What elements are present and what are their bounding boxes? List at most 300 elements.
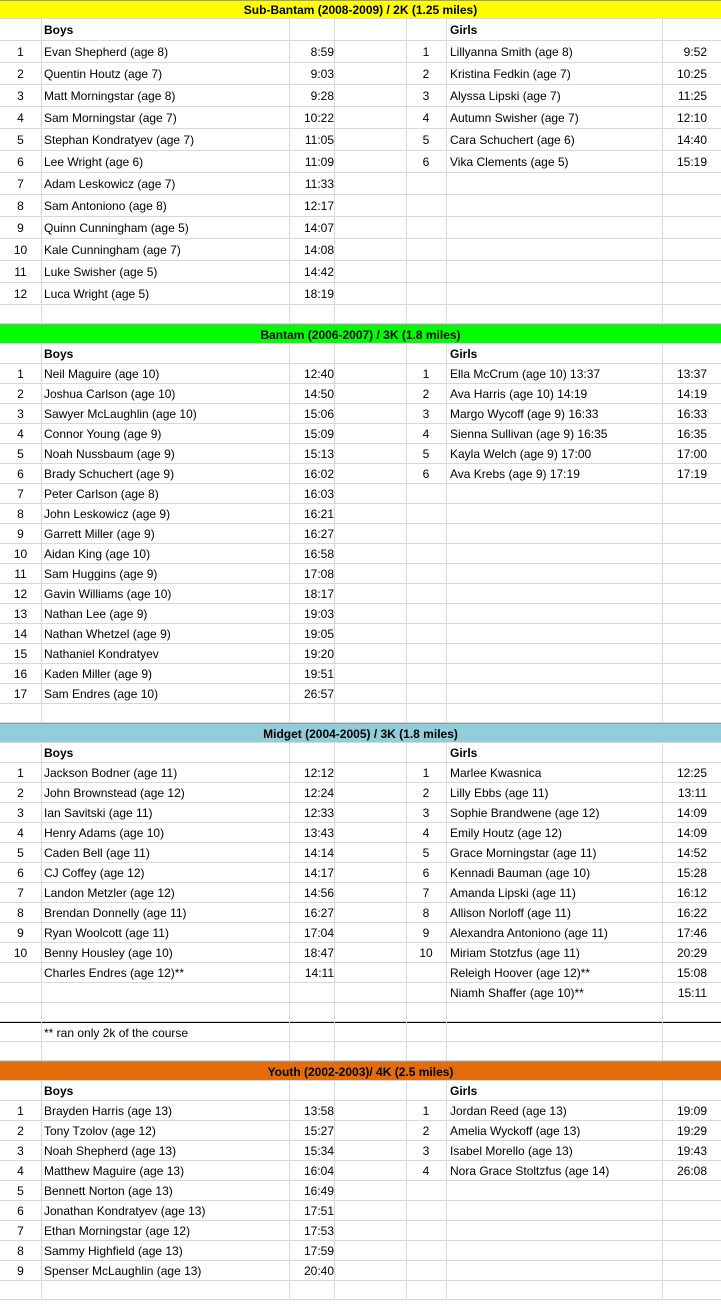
- boys-place[interactable]: 1: [17, 766, 24, 780]
- table-row: [0, 217, 721, 239]
- girls-runner[interactable]: Kennadi Bauman (age 10): [450, 866, 591, 880]
- boys-runner[interactable]: Nathan Whetzel (age 9): [44, 627, 171, 641]
- boys-place[interactable]: 5: [17, 1184, 24, 1198]
- boys-time[interactable]: 14:14: [303, 846, 334, 860]
- boys-place[interactable]: 10: [13, 243, 28, 257]
- girls-time[interactable]: 14:09: [676, 826, 707, 840]
- boys-time[interactable]: 16:02: [303, 467, 334, 481]
- girls-runner[interactable]: Vika Clements (age 5): [450, 155, 569, 169]
- table-row: [0, 151, 721, 173]
- table-row: [0, 85, 721, 107]
- boys-place[interactable]: 8: [17, 199, 24, 213]
- boys-runner[interactable]: Peter Carlson (age 8): [44, 487, 159, 501]
- girls-place[interactable]: 4: [422, 1164, 430, 1178]
- gridline: [446, 19, 447, 324]
- girls-place[interactable]: 6: [422, 866, 430, 880]
- boys-place[interactable]: 6: [17, 467, 24, 481]
- gridline: [289, 344, 290, 723]
- boys-time[interactable]: 19:05: [303, 627, 334, 641]
- boys-place[interactable]: 7: [17, 1224, 24, 1238]
- boys-time[interactable]: 18:17: [303, 587, 334, 601]
- boys-time[interactable]: 10:22: [303, 111, 334, 125]
- boys-time[interactable]: 12:40: [303, 367, 334, 381]
- girls-time[interactable]: 17:19: [676, 467, 707, 481]
- girls-place[interactable]: 2: [422, 786, 430, 800]
- boys-place[interactable]: 7: [17, 487, 24, 501]
- boys-place[interactable]: 7: [17, 886, 24, 900]
- blank-row: [0, 305, 721, 324]
- table-row: [0, 195, 721, 217]
- girls-heading: Girls: [450, 347, 478, 361]
- girls-place[interactable]: [406, 963, 446, 982]
- girls-place[interactable]: 8: [422, 906, 430, 920]
- girls-time[interactable]: 14:19: [676, 387, 707, 401]
- gridline: [41, 743, 42, 1061]
- girls-runner[interactable]: Nora Grace Stoltzfus (age 14): [450, 1164, 610, 1178]
- table-row: [0, 1221, 721, 1241]
- boys-time[interactable]: 17:08: [303, 567, 334, 581]
- boys-place[interactable]: 15: [13, 647, 28, 661]
- table-row: [0, 484, 721, 504]
- girls-runner[interactable]: Ella McCrum (age 10) 13:37: [450, 367, 601, 381]
- girls-place[interactable]: 5: [422, 447, 430, 461]
- boys-place[interactable]: 6: [17, 866, 24, 880]
- boys-runner[interactable]: Benny Housley (age 10): [44, 946, 173, 960]
- boys-place[interactable]: 2: [17, 1124, 24, 1138]
- boys-time[interactable]: 12:17: [303, 199, 334, 213]
- boys-time[interactable]: 12:24: [303, 786, 334, 800]
- table-row: [0, 524, 721, 544]
- column-heading-row: [0, 344, 721, 364]
- gridline: [446, 344, 447, 723]
- girls-time[interactable]: 9:52: [683, 45, 707, 59]
- table-row: [0, 1241, 721, 1261]
- girls-runner[interactable]: Isabel Morello (age 13): [450, 1144, 573, 1158]
- girls-time[interactable]: 15:19: [676, 155, 707, 169]
- boys-runner[interactable]: Gavin Williams (age 10): [44, 587, 172, 601]
- table-row: [0, 261, 721, 283]
- boys-place[interactable]: 14: [13, 627, 28, 641]
- boys-place[interactable]: 12: [13, 287, 28, 301]
- boys-runner[interactable]: Jonathan Kondratyev (age 13): [44, 1204, 206, 1218]
- boys-runner[interactable]: Landon Metzler (age 12): [44, 886, 175, 900]
- table-row: [0, 129, 721, 151]
- gridline: [406, 743, 407, 1061]
- girls-runner[interactable]: Autumn Swisher (age 7): [450, 111, 579, 125]
- boys-time[interactable]: 13:58: [303, 1104, 334, 1118]
- gridline: [662, 743, 663, 1061]
- girls-place[interactable]: 1: [422, 1104, 430, 1118]
- gridline: [662, 19, 663, 324]
- table-row: [0, 803, 721, 823]
- girls-runner[interactable]: Emily Houtz (age 12): [450, 826, 563, 840]
- table-row: [0, 1161, 721, 1181]
- boys-place[interactable]: 5: [17, 846, 24, 860]
- girls-time[interactable]: 16:22: [676, 906, 707, 920]
- girls-time[interactable]: 17:00: [676, 447, 707, 461]
- gridline: [334, 19, 335, 324]
- boys-time[interactable]: 13:43: [303, 826, 334, 840]
- table-row: [0, 943, 721, 963]
- boys-runner[interactable]: Spenser McLaughlin (age 13): [44, 1264, 202, 1278]
- girls-place[interactable]: 4: [422, 111, 430, 125]
- boys-runner[interactable]: Henry Adams (age 10): [44, 826, 165, 840]
- boys-time[interactable]: 19:20: [303, 647, 334, 661]
- girls-runner[interactable]: Miriam Stotzfus (age 11): [450, 946, 580, 960]
- section-header: [0, 1061, 721, 1081]
- boys-runner[interactable]: Neil Maguire (age 10): [44, 367, 160, 381]
- boys-runner[interactable]: Sammy Highfield (age 13): [44, 1244, 183, 1258]
- girls-runner[interactable]: Sienna Sullivan (age 9) 16:35: [450, 427, 608, 441]
- boys-time[interactable]: 15:27: [303, 1124, 334, 1138]
- table-row: [0, 763, 721, 783]
- boys-place[interactable]: 4: [17, 1164, 24, 1178]
- boys-runner[interactable]: Brady Schuchert (age 9): [44, 467, 175, 481]
- girls-place[interactable]: [406, 983, 446, 1002]
- girls-place[interactable]: 6: [422, 155, 430, 169]
- boys-time[interactable]: 18:19: [303, 287, 334, 301]
- boys-time[interactable]: 16:49: [303, 1184, 334, 1198]
- boys-time[interactable]: 17:51: [303, 1204, 334, 1218]
- table-row: [0, 384, 721, 404]
- girls-time[interactable]: 16:33: [676, 407, 707, 421]
- boys-place[interactable]: 9: [17, 221, 24, 235]
- gridline: [41, 344, 42, 723]
- boys-runner[interactable]: Charles Endres (age 12)**: [44, 966, 185, 980]
- girls-time[interactable]: 12:25: [676, 766, 707, 780]
- boys-time[interactable]: 16:27: [303, 906, 334, 920]
- boys-runner[interactable]: Sam Morningstar (age 7): [44, 111, 177, 125]
- boys-place[interactable]: 17: [13, 687, 28, 701]
- girls-runner[interactable]: Ava Harris (age 10) 14:19: [450, 387, 588, 401]
- girls-time[interactable]: 14:40: [676, 133, 707, 147]
- boys-place[interactable]: 5: [17, 133, 24, 147]
- girls-runner[interactable]: Kristina Fedkin (age 7): [450, 67, 571, 81]
- table-row: [0, 41, 721, 63]
- table-row: [0, 863, 721, 883]
- boys-time[interactable]: 15:34: [303, 1144, 334, 1158]
- girls-runner[interactable]: Margo Wycoff (age 9) 16:33: [450, 407, 599, 421]
- boys-runner[interactable]: Bennett Norton (age 13): [44, 1184, 173, 1198]
- boys-place[interactable]: 10: [13, 547, 28, 561]
- girls-place[interactable]: 7: [422, 886, 430, 900]
- boys-time[interactable]: 14:56: [303, 886, 334, 900]
- girls-runner[interactable]: Allison Norloff (age 11): [450, 906, 571, 920]
- boys-runner[interactable]: Quentin Houtz (age 7): [44, 67, 163, 81]
- boys-time[interactable]: 16:03: [303, 487, 334, 501]
- boys-place[interactable]: 11: [14, 265, 27, 279]
- blank-row: [0, 1042, 721, 1061]
- boys-time[interactable]: 17:53: [303, 1224, 334, 1238]
- section-title: Bantam (2006-2007) / 3K (1.8 miles): [260, 328, 461, 342]
- girls-runner[interactable]: Grace Morningstar (age 11): [450, 846, 597, 860]
- girls-place[interactable]: 5: [422, 846, 430, 860]
- gridline: [289, 19, 290, 324]
- boys-place[interactable]: 4: [17, 427, 24, 441]
- table-row: [0, 564, 721, 584]
- boys-place[interactable]: 3: [17, 89, 24, 103]
- boys-runner[interactable]: Matt Morningstar (age 8): [44, 89, 176, 103]
- boys-runner[interactable]: Kaden Miller (age 9): [44, 667, 153, 681]
- boys-time[interactable]: 16:21: [303, 507, 334, 521]
- girls-runner[interactable]: Alexandra Antoniono (age 11): [450, 926, 608, 940]
- girls-place[interactable]: 6: [422, 467, 430, 481]
- girls-place[interactable]: 5: [422, 133, 430, 147]
- gridline: [41, 19, 42, 324]
- girls-heading: Girls: [450, 1084, 478, 1098]
- boys-time[interactable]: 14:11: [304, 966, 334, 980]
- boys-place[interactable]: 2: [17, 786, 24, 800]
- boys-place[interactable]: 11: [14, 567, 27, 581]
- table-row: [0, 239, 721, 261]
- boys-place[interactable]: 9: [17, 527, 24, 541]
- boys-runner[interactable]: Lee Wright (age 6): [44, 155, 144, 169]
- boys-place[interactable]: 2: [17, 387, 24, 401]
- boys-time[interactable]: 12:12: [303, 766, 334, 780]
- boys-runner[interactable]: Ian Savitski (age 11): [44, 806, 153, 820]
- boys-runner[interactable]: Ethan Morningstar (age 12): [44, 1224, 191, 1238]
- section-header: [0, 0, 721, 19]
- boys-runner[interactable]: John Brownstead (age 12): [44, 786, 185, 800]
- boys-time[interactable]: 19:03: [303, 607, 334, 621]
- boys-runner[interactable]: Nathan Lee (age 9): [44, 607, 148, 621]
- boys-place[interactable]: 9: [17, 926, 24, 940]
- girls-time[interactable]: 26:08: [676, 1164, 707, 1178]
- girls-place[interactable]: 3: [422, 806, 430, 820]
- boys-runner[interactable]: Brayden Harris (age 13): [44, 1104, 173, 1118]
- table-row: [0, 584, 721, 604]
- boys-runner[interactable]: Luke Swisher (age 5): [44, 265, 158, 279]
- boys-time[interactable]: 9:28: [310, 89, 334, 103]
- gridline: [334, 344, 335, 723]
- boys-runner[interactable]: John Leskowicz (age 9): [44, 507, 171, 521]
- girls-place[interactable]: 2: [422, 67, 430, 81]
- boys-time[interactable]: 8:59: [310, 45, 334, 59]
- girls-time[interactable]: 15:11: [677, 986, 707, 1000]
- gridline: [334, 743, 335, 1061]
- boys-runner[interactable]: Sam Huggins (age 9): [44, 567, 158, 581]
- boys-runner[interactable]: Tony Tzolov (age 12): [44, 1124, 156, 1138]
- table-row: [0, 1121, 721, 1141]
- girls-time[interactable]: 19:09: [676, 1104, 707, 1118]
- boys-runner[interactable]: Evan Shepherd (age 8): [44, 45, 169, 59]
- footnote: ** ran only 2k of the course: [44, 1026, 189, 1040]
- boys-runner[interactable]: Ryan Woolcott (age 11): [44, 926, 169, 940]
- boys-time[interactable]: 18:47: [303, 946, 334, 960]
- boys-runner[interactable]: Quinn Cunningham (age 5): [44, 221, 189, 235]
- boys-time[interactable]: 14:42: [303, 265, 334, 279]
- boys-place[interactable]: 8: [17, 507, 24, 521]
- girls-time[interactable]: 17:46: [676, 926, 707, 940]
- boys-place[interactable]: 12: [13, 587, 28, 601]
- boys-place[interactable]: 16: [13, 667, 28, 681]
- section-title: Midget (2004-2005) / 3K (1.8 miles): [263, 727, 458, 741]
- boys-runner[interactable]: Connor Young (age 9): [44, 427, 162, 441]
- gridline: [406, 344, 407, 723]
- boys-place[interactable]: 7: [17, 177, 24, 191]
- girls-runner[interactable]: Ava Krebs (age 9) 17:19: [450, 467, 580, 481]
- girls-time[interactable]: 12:10: [676, 111, 707, 125]
- boys-runner[interactable]: Matthew Maguire (age 13): [44, 1164, 185, 1178]
- boys-time[interactable]: 14:17: [303, 866, 334, 880]
- girls-place[interactable]: 3: [422, 89, 430, 103]
- girls-time[interactable]: 11:25: [677, 89, 707, 103]
- boys-time[interactable]: 20:40: [303, 1264, 334, 1278]
- table-row: [0, 424, 721, 444]
- girls-place[interactable]: 3: [422, 407, 430, 421]
- table-row: [0, 444, 721, 464]
- boys-place[interactable]: 9: [17, 1264, 24, 1278]
- girls-time[interactable]: 16:12: [676, 886, 707, 900]
- boys-runner[interactable]: Noah Nussbaum (age 9): [44, 447, 175, 461]
- column-heading-row: [0, 19, 721, 41]
- table-row: [0, 544, 721, 564]
- boys-runner[interactable]: Jackson Bodner (age 11): [44, 766, 178, 780]
- table-row: [0, 684, 721, 704]
- girls-time[interactable]: 15:28: [676, 866, 707, 880]
- boys-place[interactable]: 8: [17, 1244, 24, 1258]
- boys-place[interactable]: 1: [17, 1104, 24, 1118]
- boys-time[interactable]: 19:51: [303, 667, 334, 681]
- boys-heading: Boys: [44, 1084, 74, 1098]
- girls-runner[interactable]: Marlee Kwasnica: [450, 766, 542, 780]
- girls-runner[interactable]: Kayla Welch (age 9) 17:00: [450, 447, 592, 461]
- girls-time[interactable]: 19:29: [676, 1124, 707, 1138]
- table-row: [0, 644, 721, 664]
- girls-runner[interactable]: Alyssa Lipski (age 7): [450, 89, 561, 103]
- girls-place[interactable]: 2: [422, 387, 430, 401]
- girls-time[interactable]: 19:43: [676, 1144, 707, 1158]
- boys-time[interactable]: 11:05: [304, 133, 334, 147]
- boys-place[interactable]: 4: [17, 111, 24, 125]
- boys-time[interactable]: 16:27: [303, 527, 334, 541]
- boys-place[interactable]: 5: [17, 447, 24, 461]
- boys-place[interactable]: [0, 963, 41, 982]
- girls-time[interactable]: 13:37: [676, 367, 707, 381]
- boys-runner[interactable]: Adam Leskowicz (age 7): [44, 177, 176, 191]
- boys-runner[interactable]: Brendan Donnelly (age 11): [44, 906, 187, 920]
- girls-runner[interactable]: Releigh Hoover (age 12)**: [450, 966, 591, 980]
- boys-place[interactable]: 2: [17, 67, 24, 81]
- boys-runner[interactable]: CJ Coffey (age 12): [44, 866, 145, 880]
- girls-runner[interactable]: Jordan Reed (age 13): [450, 1104, 567, 1118]
- boys-time[interactable]: 15:06: [303, 407, 334, 421]
- boys-place[interactable]: 1: [17, 367, 24, 381]
- footnote-row: [0, 1022, 721, 1042]
- gridline: [662, 1081, 663, 1300]
- girls-runner[interactable]: Cara Schuchert (age 6): [450, 133, 575, 147]
- boys-time[interactable]: 14:50: [303, 387, 334, 401]
- girls-time[interactable]: 10:25: [676, 67, 707, 81]
- boys-place[interactable]: 3: [17, 1144, 24, 1158]
- girls-place[interactable]: 10: [419, 946, 433, 960]
- girls-place[interactable]: 1: [422, 367, 430, 381]
- gridline: [289, 743, 290, 1061]
- boys-runner[interactable]: Stephan Kondratyev (age 7): [44, 133, 195, 147]
- girls-runner[interactable]: Amanda Lipski (age 11): [450, 886, 576, 900]
- table-row: [0, 843, 721, 863]
- girls-place[interactable]: 4: [422, 826, 430, 840]
- girls-runner[interactable]: Lilly Ebbs (age 11): [450, 786, 549, 800]
- blank-row: [0, 704, 721, 723]
- girls-place[interactable]: 9: [422, 926, 430, 940]
- girls-place[interactable]: 2: [422, 1124, 430, 1138]
- girls-time[interactable]: 14:09: [676, 806, 707, 820]
- blank-row: [0, 1003, 721, 1022]
- boys-runner[interactable]: Garrett Miller (age 9): [44, 527, 155, 541]
- boys-place[interactable]: 4: [17, 826, 24, 840]
- section-header: [0, 723, 721, 743]
- boys-place[interactable]: 6: [17, 155, 24, 169]
- girls-place[interactable]: 1: [422, 45, 430, 59]
- boys-time[interactable]: 11:33: [304, 177, 334, 191]
- boys-runner[interactable]: Nathaniel Kondratyev: [44, 647, 159, 661]
- table-row: [0, 63, 721, 85]
- girls-runner[interactable]: Sophie Brandwene (age 12): [450, 806, 600, 820]
- boys-time[interactable]: 17:59: [303, 1244, 334, 1258]
- boys-time[interactable]: 26:57: [303, 687, 334, 701]
- boys-place[interactable]: 10: [13, 946, 28, 960]
- girls-time[interactable]: 14:52: [676, 846, 707, 860]
- boys-place[interactable]: 1: [17, 45, 24, 59]
- girls-time[interactable]: 20:29: [676, 946, 707, 960]
- gridline: [41, 1081, 42, 1300]
- boys-place[interactable]: 3: [17, 806, 24, 820]
- table-row: [0, 983, 721, 1003]
- boys-time[interactable]: 16:04: [303, 1164, 334, 1178]
- girls-place[interactable]: 1: [422, 766, 430, 780]
- boys-place[interactable]: 3: [17, 407, 24, 421]
- boys-heading: Boys: [44, 23, 74, 37]
- column-heading-row: [0, 1081, 721, 1101]
- boys-time[interactable]: 17:04: [303, 926, 334, 940]
- gridline: [446, 1081, 447, 1300]
- table-row: [0, 883, 721, 903]
- girls-runner[interactable]: Lillyanna Smith (age 8): [450, 45, 573, 59]
- boys-place[interactable]: 13: [13, 607, 28, 621]
- boys-time[interactable]: 15:09: [303, 427, 334, 441]
- girls-place[interactable]: 3: [422, 1144, 430, 1158]
- girls-time[interactable]: 16:35: [676, 427, 707, 441]
- boys-runner[interactable]: Sam Antoniono (age 8): [44, 199, 167, 213]
- section-title: Youth (2002-2003)/ 4K (2.5 miles): [267, 1065, 454, 1079]
- boys-time[interactable]: 14:08: [303, 243, 334, 257]
- boys-time[interactable]: 14:07: [303, 221, 334, 235]
- table-row: [0, 903, 721, 923]
- boys-runner[interactable]: Caden Bell (age 11): [44, 846, 150, 860]
- boys-runner[interactable]: Sawyer McLaughlin (age 10): [44, 407, 197, 421]
- boys-place[interactable]: 6: [17, 1204, 24, 1218]
- girls-time[interactable]: 15:08: [676, 966, 707, 980]
- girls-time[interactable]: 13:11: [677, 786, 707, 800]
- boys-runner[interactable]: Aidan King (age 10): [44, 547, 151, 561]
- boys-place[interactable]: 8: [17, 906, 24, 920]
- boys-time[interactable]: 16:58: [303, 547, 334, 561]
- girls-place[interactable]: 4: [422, 427, 430, 441]
- boys-time[interactable]: 11:09: [304, 155, 334, 169]
- boys-runner[interactable]: Luca Wright (age 5): [44, 287, 150, 301]
- boys-runner[interactable]: Joshua Carlson (age 10): [44, 387, 176, 401]
- girls-runner[interactable]: Amelia Wyckoff (age 13): [450, 1124, 581, 1138]
- boys-runner[interactable]: Sam Endres (age 10): [44, 687, 159, 701]
- boys-runner[interactable]: Noah Shepherd (age 13): [44, 1144, 177, 1158]
- boys-time[interactable]: 12:33: [303, 806, 334, 820]
- boys-runner[interactable]: Kale Cunningham (age 7): [44, 243, 181, 257]
- girls-runner[interactable]: Niamh Shaffer (age 10)**: [450, 986, 584, 1000]
- boys-time[interactable]: 9:03: [310, 67, 334, 81]
- gridline: [334, 1081, 335, 1300]
- boys-time[interactable]: 15:13: [303, 447, 334, 461]
